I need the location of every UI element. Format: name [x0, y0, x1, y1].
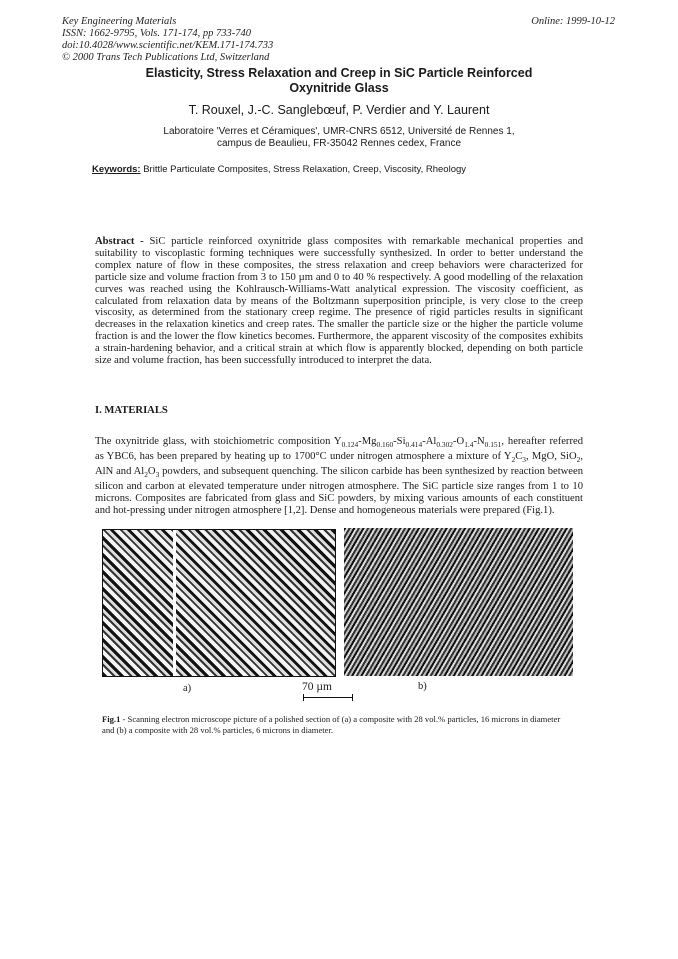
text: -Al [422, 436, 437, 447]
keywords-text: Brittle Particulate Composites, Stress Relaxation, Creep, Viscosity, Rheology [143, 164, 467, 175]
sem-image-b [344, 528, 573, 676]
text: , AlN and Al [95, 451, 584, 478]
subscript: 0.302 [436, 440, 453, 450]
text: powders, and subsequent quenching. The silicon carbide has been synthesized by reaction between silicon and carbon at elevated temperature under nitrogen atmosphere. The SiC particle size ranges from 1 to 10 microns. Composites are fabricated from glass and SiC powders, by mixing various amounts of each constituent and hot-pressing under nitrogen atmosphere [1,2]. Dense and homogeneous materials were prepared (Fig.1). [95, 466, 583, 516]
text: -Mg [358, 436, 377, 447]
abstract-label: Abstract - [95, 236, 144, 247]
subscript: 0.151 [484, 440, 502, 450]
title-line-1: Elasticity, Stress Relaxation and Creep in SiC Particle Reinforced [145, 66, 533, 80]
figure-caption [102, 714, 574, 735]
subscript: 2 [511, 455, 516, 465]
text: , hereafter referred as YBC6, has been prepared by heating up to 1700°C under nitrogen atmosphere a mixture of Y [95, 436, 583, 463]
subscript: 0.414 [405, 440, 423, 450]
text: O [147, 466, 156, 478]
affiliation [0, 126, 678, 150]
subscript: 3 [522, 455, 526, 465]
subscript: 2 [576, 455, 581, 465]
subscript: 0.160 [376, 440, 394, 450]
abstract-text: SiC particle reinforced oxynitride glass composites with remarkable mechanical properties and suitability to viscoplastic forming techniques were successfully synthesized. In order to better understand the complex nature of flow in these composites, the stress relaxation and creep behaviors were characterized for particle size and volume fraction from 3 to 150 µm and 0 to 40 % respectively. A good modelling of the relaxation curves was reached using the Kohlrausch-Williams-Watt analytical expression. The viscosity coefficient, as calculated from relaxation data by means of the Boltzmann superposition principle, is very close to the creep viscosity, as determined from the stationary creep regime. The presence of rigid particles results in significant decreases in the relaxation kinetics and creep rates. The smaller the particle size or the higher the particle volume fraction is and the lower the flow kinetics becomes. Furthermore, the apparent viscosity of the composites exhibits a strain-hardening behavior, and a critical strain at which flow is apparently blocked, depending on both particle size and volume fraction, has been successfully introduced to interpret the data. [95, 236, 583, 367]
affiliation-line-1: Laboratoire 'Verres et Céramiques', UMR-CNRS 6512, Université de Rennes 1, [163, 126, 515, 137]
subscript: 2 [144, 470, 148, 480]
title-line-2: Oxynitride Glass [289, 81, 389, 95]
scale-bar [303, 697, 353, 698]
authors: T. Rouxel, J.-C. Sanglebœuf, P. Verdier and Y. Laurent [188, 103, 490, 117]
copyright-line: © 2000 Trans Tech Publications Ltd, Switzerland [62, 52, 270, 63]
sem-image-a [102, 529, 336, 677]
text: C [515, 451, 523, 463]
caption-label: Fig.1 [102, 714, 121, 724]
text: -N [473, 436, 485, 447]
image-divider [173, 530, 176, 676]
abstract [95, 236, 583, 367]
scale-label: 70 µm [302, 681, 332, 693]
online-date: Online: 1999-10-12 [531, 16, 615, 27]
subscript: 1.4 [464, 440, 474, 450]
keywords [92, 164, 466, 175]
paper-title [0, 66, 678, 96]
text: -O [453, 436, 465, 447]
text: , MgO, SiO [525, 451, 577, 463]
caption-text: - Scanning electron microscope picture of a polished section of (a) a composite with 28 vol.% particles, 16 microns in diameter and (b) a composite with 28 vol.% particles, 6 microns in diameter. [102, 714, 561, 735]
subscript: 3 [155, 470, 160, 480]
subscript: 0.124 [341, 440, 359, 450]
section-heading: I. MATERIALS [95, 405, 168, 416]
journal-header [62, 16, 273, 64]
keywords-label: Keywords: [92, 164, 141, 175]
text: -Si [393, 436, 406, 447]
issn-line: ISSN: 1662-9795, Vols. 171-174, pp 733-740 [62, 28, 251, 39]
materials-paragraph [95, 436, 583, 517]
text: The oxynitride glass, with stoichiometric composition Y [95, 436, 342, 447]
figure-label-b: b) [418, 681, 427, 692]
doi-line: doi:10.4028/www.scientific.net/KEM.171-174.733 [62, 40, 274, 51]
figure-label-a: a) [183, 683, 192, 694]
affiliation-line-2: campus de Beaulieu, FR-35042 Rennes cedex, France [216, 138, 462, 149]
journal-name: Key Engineering Materials [62, 16, 177, 27]
